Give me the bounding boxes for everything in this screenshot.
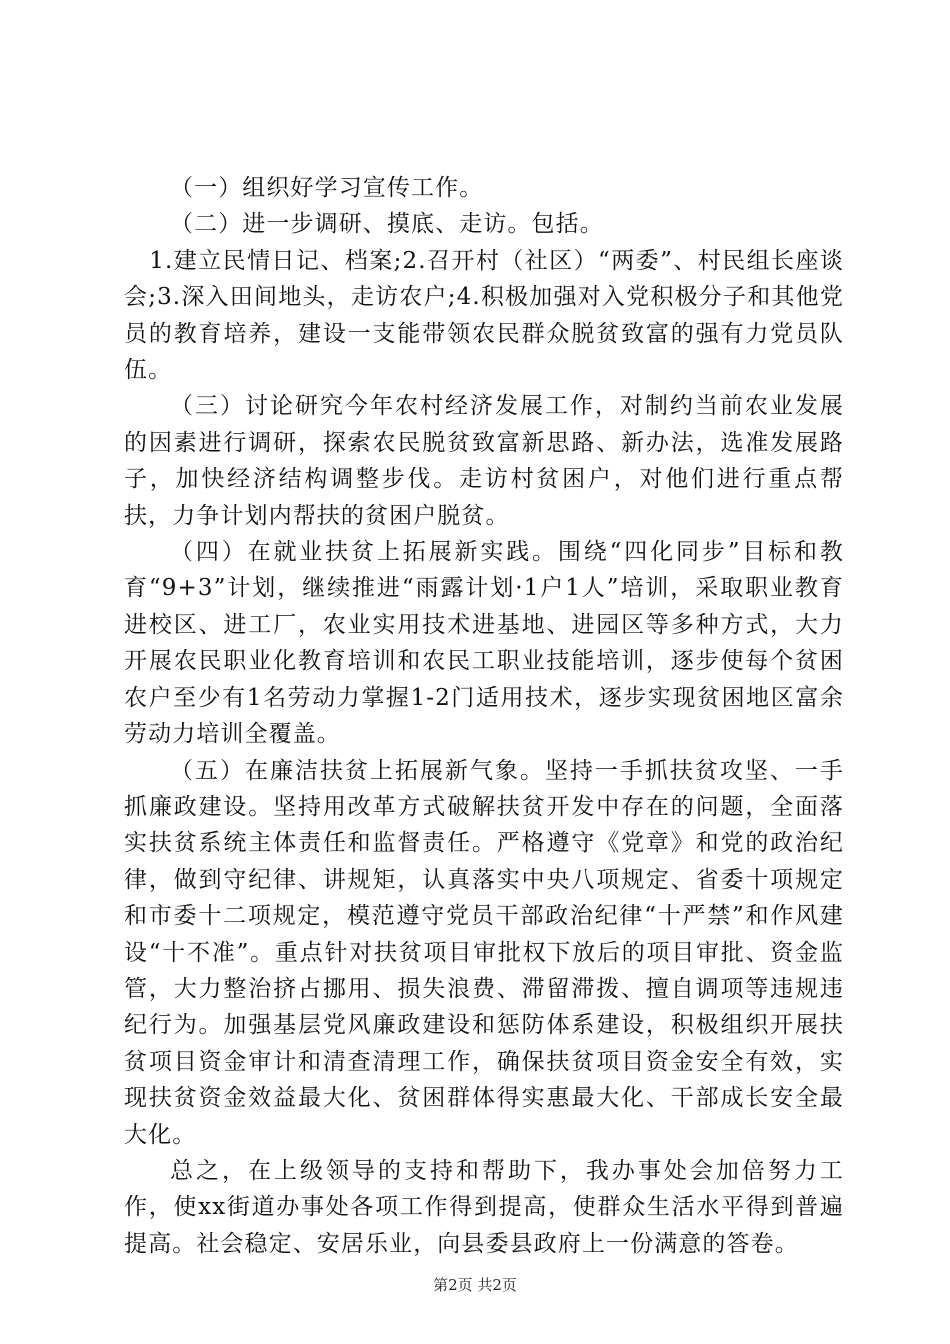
page-number-footer: 第2页 共2页	[433, 1276, 517, 1294]
paragraph-section-2: （二）进一步调研、摸底、走访。包括。	[170, 211, 604, 238]
paragraph-conclusion: 总之，在上级领导的支持和帮助下，我办事处会加倍努力工作，使xx街道办事处各项工作得到提高，使群众生活水平得到普遍提高。社会稳定、安居乐业，向县委县政府上一份满意的答卷。	[124, 1157, 844, 1257]
document-body	[124, 170, 844, 1262]
paragraph-section-4: （四）在就业扶贫上拓展新实践。围绕“四化同步”目标和教育“9+3”计划，继续推进“雨露计划·1户1人”培训，采取职业教育进校区、进工厂，农业实用技术进基地、进园区等多种方式，大力开展农民职业化教育培训和农民工职业技能培训，逐步使每个贫困农户至少有1名劳动力掌握1-2门适用技术，逐步实现贫困地区富余劳动力培训全覆盖。	[124, 539, 844, 748]
paragraph-section-1: （一）组织好学习宣传工作。	[170, 175, 484, 201]
paragraph-section-5: （五）在廉洁扶贫上拓展新气象。坚持一手抓扶贫攻坚、一手抓廉政建设。坚持用改革方式破解扶贫开发中存在的问题，全面落实扶贫系统主体责任和监督责任。严格遵守《党章》和党的政治纪律，做到守纪律、讲规矩，认真落实中央八项规定、省委十项规定和市委十二项规定，模范遵守党员干部政治纪律“十严禁”和作风建设“十不准”。重点针对扶贫项目审批权下放后的项目审批、资金监管，大力整治挤占挪用、损失浪费、滞留滞拨、擅自调项等违规违纪行为。加强基层党风廉政建设和惩防体系建设，积极组织开展扶贫项目资金审计和清查清理工作，确保扶贫项目资金安全有效，实现扶贫资金效益最大化、贫困群体得实惠最大化、干部成长安全最大化。	[124, 757, 844, 1148]
paragraph-section-3: （三）讨论研究今年农村经济发展工作，对制约当前农业发展的因素进行调研，探索农民脱贫致富新思路、新办法，选准发展路子，加快经济结构调整步伐。走访村贫困户，对他们进行重点帮扶，力争计划内帮扶的贫困户脱贫。	[124, 393, 844, 529]
paragraph-numbered-items: 1.建立民情日记、档案;2.召开村（社区）“两委”、村民组长座谈会;3.深入田间地头，走访农户;4.积极加强对入党积极分子和其他党员的教育培养，建设一支能带领农民群众脱贫致富的强有力党员队伍。	[124, 247, 844, 384]
